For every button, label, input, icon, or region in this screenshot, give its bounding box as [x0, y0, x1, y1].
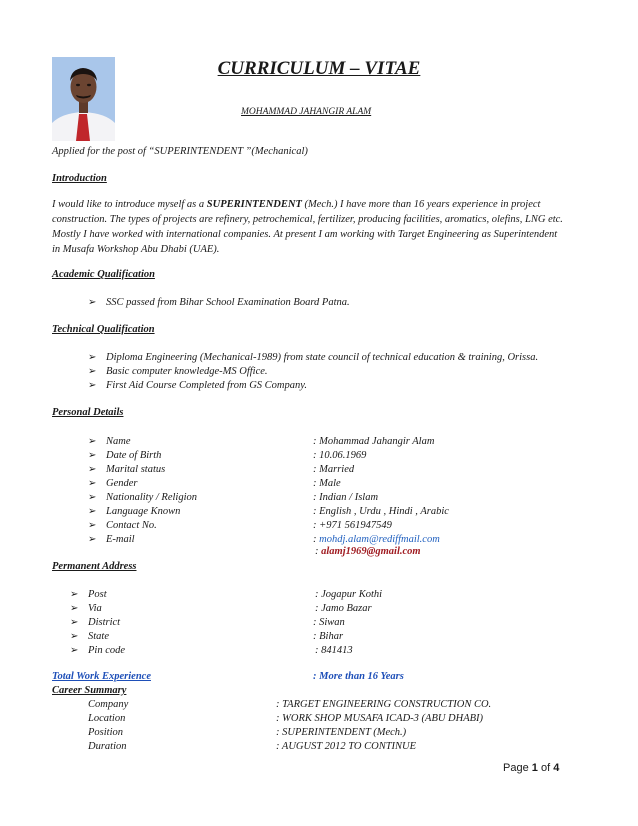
career-value: : AUGUST 2012 TO CONTINUE [276, 741, 417, 752]
personal-label-text: Marital status [106, 464, 166, 475]
arrow-bullet-icon: ➢ [88, 534, 97, 545]
personal-label [88, 534, 135, 545]
personal-value: : 10.06.1969 [313, 450, 367, 461]
career-label: Location [88, 713, 126, 724]
career-heading: Career Summary [52, 685, 127, 696]
arrow-bullet-icon: ➢ [88, 297, 97, 308]
arrow-bullet-icon: ➢ [88, 436, 97, 447]
arrow-bullet-icon: ➢ [88, 492, 97, 503]
email-colon: : [315, 546, 319, 557]
technical-item [88, 366, 268, 377]
arrow-bullet-icon: ➢ [88, 380, 97, 391]
personal-label-text: Gender [106, 478, 138, 489]
career-value: : SUPERINTENDENT (Mech.) [276, 727, 407, 738]
address-label [70, 631, 109, 642]
arrow-bullet-icon: ➢ [88, 520, 97, 531]
technical-item [88, 352, 538, 363]
arrow-bullet-icon: ➢ [70, 617, 79, 628]
document-title: CURRICULUM – VITAE [217, 58, 421, 79]
address-heading: Permanent Address [52, 561, 137, 572]
intro-line-1-a: I would like to introduce myself as a [52, 199, 207, 210]
personal-label-text: Nationality / Religion [106, 492, 197, 503]
technical-heading: Technical Qualification [52, 324, 155, 335]
arrow-bullet-icon: ➢ [88, 506, 97, 517]
career-label: Company [88, 699, 129, 710]
address-label [70, 645, 125, 656]
academic-heading: Academic Qualification [52, 269, 155, 280]
personal-label [88, 492, 197, 503]
experience-heading: Total Work Experience [52, 671, 151, 682]
arrow-bullet-icon: ➢ [70, 603, 79, 614]
arrow-bullet-icon: ➢ [70, 589, 79, 600]
introduction-heading: Introduction [52, 173, 107, 184]
address-value: : 841413 [315, 645, 353, 656]
personal-heading: Personal Details [52, 407, 124, 418]
arrow-bullet-icon: ➢ [88, 366, 97, 377]
page-current: 1 [531, 762, 538, 774]
personal-value: : Married [313, 464, 355, 475]
email-link-2[interactable]: alamj1969@gmail.com [321, 546, 421, 557]
academic-item [88, 297, 350, 308]
arrow-bullet-icon: ➢ [88, 464, 97, 475]
experience-value: : More than 16 Years [313, 671, 404, 682]
address-label-text: Pin code [88, 645, 126, 656]
address-label-text: State [88, 631, 109, 642]
personal-label-text: E-mail [106, 534, 135, 545]
arrow-bullet-icon: ➢ [88, 450, 97, 461]
technical-item-text: Diploma Engineering (Mechanical-1989) from state council of technical education & training, Orissa. [106, 352, 539, 363]
address-value: : Jamo Bazar [315, 603, 372, 614]
email-link-1[interactable]: mohdj.alam@rediffmail.com [319, 534, 440, 545]
intro-line-2: construction. The types of projects are refinery, petrochemical, fertilizer, producing facilities, aromatics, olefins, LNG etc. [52, 214, 563, 225]
personal-label [88, 436, 131, 447]
technical-item-text: First Aid Course Completed from GS Company. [106, 380, 307, 391]
technical-item-text: Basic computer knowledge-MS Office. [106, 366, 268, 377]
personal-value: : English , Urdu , Hindi , Arabic [313, 506, 449, 517]
personal-label [88, 478, 138, 489]
academic-item-text: SSC passed from Bihar School Examination Board Patna. [106, 297, 350, 308]
arrow-bullet-icon: ➢ [88, 478, 97, 489]
personal-label-text: Date of Birth [106, 450, 162, 461]
email-colon: : [313, 534, 317, 545]
personal-label-text: Language Known [106, 506, 181, 517]
candidate-name: MOHAMMAD JAHANGIR ALAM [241, 107, 372, 117]
intro-line-1 [52, 199, 540, 210]
personal-value: : Indian / Islam [313, 492, 379, 503]
career-value: : TARGET ENGINEERING CONSTRUCTION CO. [276, 699, 492, 710]
personal-label-text: Name [106, 436, 131, 447]
personal-label [88, 520, 157, 531]
applied-for-line: Applied for the post of “SUPERINTENDENT ”(Mechanical) [52, 146, 308, 157]
personal-label-text: Contact No. [106, 520, 157, 531]
address-value: : Jogapur Kothi [315, 589, 383, 600]
page-number [503, 762, 559, 774]
personal-value: : Mohammad Jahangir Alam [313, 436, 435, 447]
email-value [313, 534, 440, 545]
personal-label [88, 450, 161, 461]
address-value: : Siwan [313, 617, 345, 628]
address-label [70, 603, 102, 614]
address-label [70, 589, 107, 600]
address-label [70, 617, 120, 628]
page-prefix: Page [503, 762, 529, 774]
personal-label [88, 506, 180, 517]
address-label-text: Via [88, 603, 102, 614]
career-value: : WORK SHOP MUSAFA ICAD-3 (ABU DHABI) [276, 713, 484, 724]
address-label-text: District [88, 617, 121, 628]
career-label: Duration [88, 741, 127, 752]
address-value: : Bihar [313, 631, 344, 642]
page-total: 4 [553, 762, 560, 774]
intro-highlight: SUPERINTENDENT [206, 199, 302, 210]
page-of: of [540, 762, 551, 774]
email-value-2 [315, 546, 421, 557]
intro-line-4: in Musafa Workshop Abu Dhabi (UAE). [52, 244, 220, 255]
intro-line-3: Mostly I have worked with international companies. At present I am working with Target Engineering as Superintendent [52, 229, 558, 240]
technical-item [88, 380, 307, 391]
intro-line-1-b: (Mech.) I have more than 16 years experience in project [301, 199, 541, 210]
personal-value: : +971 561947549 [313, 520, 392, 531]
personal-value: : Male [313, 478, 341, 489]
arrow-bullet-icon: ➢ [70, 645, 79, 656]
arrow-bullet-icon: ➢ [88, 352, 97, 363]
arrow-bullet-icon: ➢ [70, 631, 79, 642]
career-label: Position [88, 727, 124, 738]
address-label-text: Post [88, 589, 107, 600]
personal-label [88, 464, 165, 475]
